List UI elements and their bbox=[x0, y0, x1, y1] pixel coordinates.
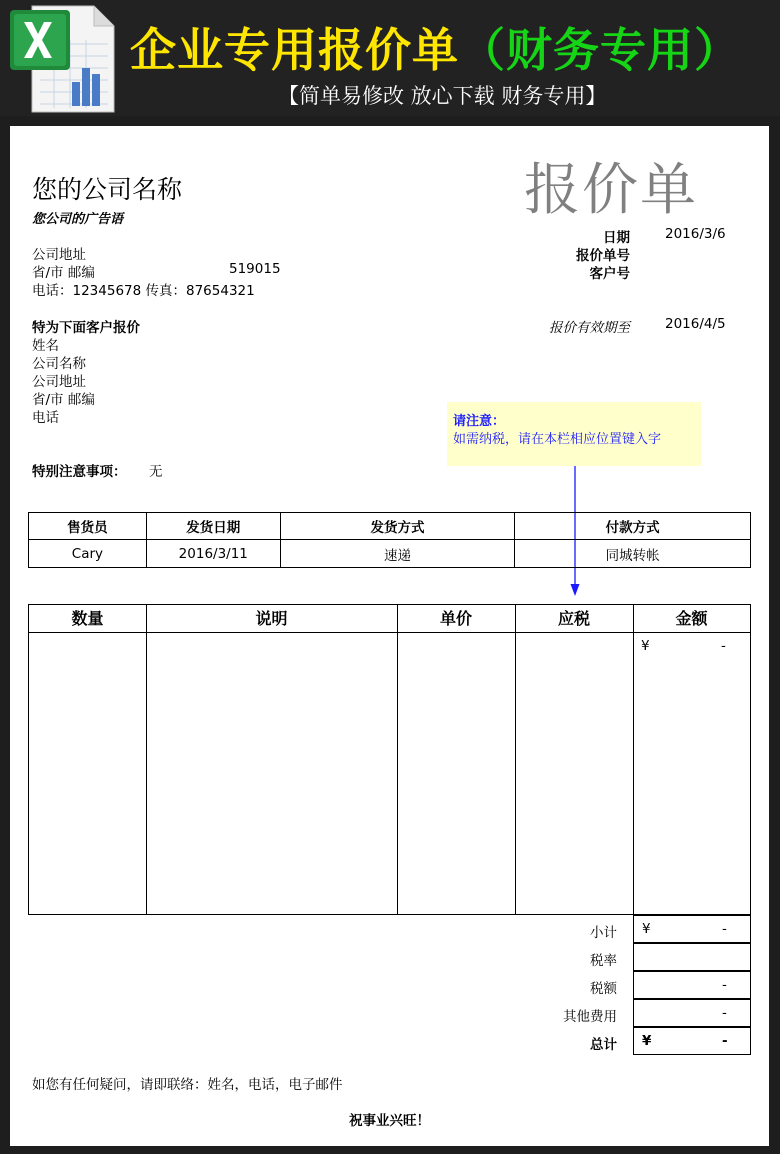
banner-title bbox=[130, 14, 741, 80]
total-value: - bbox=[722, 1033, 728, 1049]
other-fees-input[interactable] bbox=[633, 999, 751, 1027]
shipping-header-salesperson: 售货员 bbox=[29, 513, 147, 540]
shipping-data-row bbox=[29, 540, 751, 568]
customer-phone: 电话 bbox=[32, 410, 59, 426]
customer-heading: 特为下面客户报价 bbox=[32, 320, 140, 336]
footer-wish: 祝事业兴旺！ bbox=[349, 1113, 430, 1129]
tax-note-title: 请注意： bbox=[453, 414, 506, 429]
tax-amount-label: 税额 bbox=[590, 981, 617, 997]
valid-until-value: 2016/4/5 bbox=[665, 316, 726, 332]
document-title: 报价单 bbox=[524, 158, 698, 223]
shipping-header-row bbox=[29, 513, 751, 540]
shipping-payment[interactable]: 同城转帐 bbox=[515, 540, 751, 568]
subtotal-label: 小计 bbox=[590, 925, 617, 941]
tax-note-text: 如需纳税，请在本栏相应位置键入字 bbox=[453, 432, 662, 447]
special-notes-label: 特别注意事项： bbox=[32, 464, 127, 480]
shipping-ship-method[interactable]: 速递 bbox=[280, 540, 515, 568]
total-label: 总计 bbox=[590, 1037, 617, 1053]
tax-note-comment bbox=[447, 402, 701, 466]
items-header-taxable: 应税 bbox=[557, 609, 590, 628]
special-notes-value: 无 bbox=[149, 464, 163, 480]
items-taxable-column[interactable] bbox=[515, 633, 633, 912]
shipping-table bbox=[28, 512, 751, 568]
items-unit-price-column[interactable] bbox=[397, 633, 515, 912]
company-name: 您的公司名称 bbox=[32, 175, 183, 204]
subtotal-currency: ¥ bbox=[642, 921, 651, 937]
items-amount-currency: ¥ bbox=[641, 638, 650, 654]
other-fees-label: 其他费用 bbox=[563, 1009, 617, 1025]
subtotal-value: - bbox=[722, 921, 727, 937]
items-header-quantity: 数量 bbox=[71, 609, 104, 628]
shipping-header-ship-method: 发货方式 bbox=[280, 513, 515, 540]
company-zip: 519015 bbox=[229, 261, 281, 277]
shipping-header-payment: 付款方式 bbox=[515, 513, 751, 540]
items-amount-value[interactable]: - bbox=[721, 638, 726, 654]
customer-name: 姓名 bbox=[32, 338, 59, 354]
items-header-amount: 金额 bbox=[675, 609, 708, 628]
company-address: 公司地址 bbox=[32, 247, 86, 263]
date-value: 2016/3/6 bbox=[665, 226, 726, 242]
date-label: 日期 bbox=[603, 230, 630, 246]
shipping-salesperson[interactable]: Cary bbox=[29, 540, 147, 568]
banner-title-main: 企业专用报价单 bbox=[130, 23, 459, 77]
items-header-unit-price: 单价 bbox=[439, 609, 472, 628]
quotation-sheet bbox=[10, 126, 769, 1146]
company-slogan: 您公司的广告语 bbox=[32, 212, 124, 227]
valid-until-label: 报价有效期至 bbox=[549, 320, 630, 336]
shipping-ship-date[interactable]: 2016/3/11 bbox=[146, 540, 280, 568]
company-phone-fax: 电话：12345678 传真：87654321 bbox=[32, 283, 255, 299]
tax-amount-cell bbox=[633, 971, 751, 999]
customer-city-zip: 省/市 邮编 bbox=[32, 392, 95, 408]
items-table bbox=[28, 604, 751, 915]
other-fees-value: - bbox=[722, 1005, 727, 1021]
subtotal-cell bbox=[633, 915, 751, 943]
tax-rate-input[interactable] bbox=[633, 943, 751, 971]
excel-chart-icon bbox=[10, 4, 116, 114]
banner-subtitle: 【简单易修改 放心下载 财务专用】 bbox=[278, 84, 607, 108]
customer-no-label: 客户号 bbox=[589, 266, 630, 282]
items-header-description: 说明 bbox=[255, 609, 288, 628]
customer-company: 公司名称 bbox=[32, 356, 86, 372]
total-currency: ¥ bbox=[642, 1033, 652, 1049]
footer-contact: 如您有任何疑问，请即联络：姓名，电话，电子邮件 bbox=[32, 1077, 343, 1093]
quote-no-label: 报价单号 bbox=[576, 248, 630, 264]
items-description-column[interactable] bbox=[146, 633, 397, 912]
banner bbox=[0, 0, 780, 116]
company-city-zip: 省/市 邮编 bbox=[32, 265, 95, 281]
total-cell bbox=[633, 1027, 751, 1055]
banner-title-suffix: （财务专用） bbox=[459, 23, 741, 77]
customer-address: 公司地址 bbox=[32, 374, 86, 390]
tax-rate-label: 税率 bbox=[590, 953, 617, 969]
tax-amount-value: - bbox=[722, 977, 727, 993]
items-quantity-column[interactable] bbox=[29, 633, 146, 912]
shipping-header-ship-date: 发货日期 bbox=[146, 513, 280, 540]
